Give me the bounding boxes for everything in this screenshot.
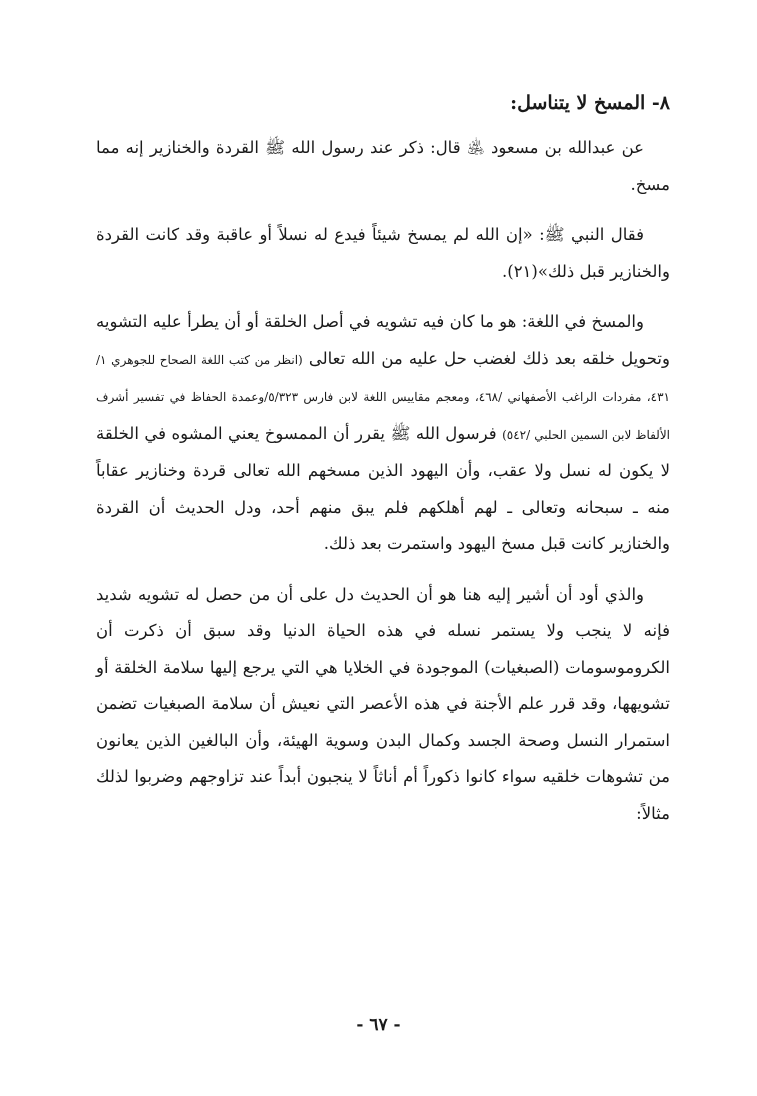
- definition-text: والمسخ في اللغة: هو ما كان فيه تشويه في أصل الخلقة أو أن يطرأ عليه التشويه وتحويل خلقه بعد ذلك لغضب حل عليه من الله تعالى: [96, 312, 670, 368]
- paragraph-hadith-text: فقال النبي ﷺ: «إن الله لم يمسخ شيئاً فيدع له نسلاً أو عاقبة وقد كانت القردة والخنازير قبل ذلك»(٢١).: [96, 225, 670, 281]
- paragraph-hadith-narration: عن عبدالله بن مسعود ﵁ قال: ذكر عند رسول الله ﷺ القردة والخنازير إنه مما مسخ.: [96, 138, 670, 194]
- paragraph-linguistic-definition: [96, 304, 670, 563]
- definition-continuation: فرسول الله ﷺ يقرر أن الممسوخ يعني المشوه في الخلقة لا يكون له نسل ولا عقب، وأن اليهود الذين مسخهم الله تعالى قردة وخنازير عقاباً منه ـ سبحانه وتعالى ـ لهم أهلكهم فلم يبق منهم أحد، ودل الحديث أن القردة والخنازير كانت قبل مسخ اليهود واستمرت بعد ذلك.: [96, 423, 670, 553]
- reference-note: (انظر من كتب اللغة الصحاح للجوهري ١/ ٤٣١، مفردات الراغب الأصفهاني /٤٦٨، ومعجم مقاييس اللغة لابن فارس ٥/٣٢٣/وعمدة الحفاظ في تفسير أشرف الألفاظ لابن السمين الحلبي /٥٤٢): [96, 352, 671, 442]
- paragraph-scientific-note: والذي أود أن أشير إليه هنا هو أن الحديث دل على أن من حصل له تشويه شديد فإنه لا ينجب ولا يستمر نسله في هذه الحياة الدنيا وقد سبق أن ذكرت أن الكروموسومات (الصبغيات) الموجودة في الخلايا هي التي يرجع إليها سلامة الخلقة أو تشويهها، وقد قرر علم الأجنة في هذه الأعصر التي نعيش أن سلامة الصبغيات تضمن استمرار النسل وصحة الجسد وكمال البدن وسوية الهيئة، وأن البالغين الذين يعانون من تشوهات خلقيه سواء كانوا ذكوراً أم أناثاً لا ينجبون أبداً عند تزاوجهم وضربوا لذلك مثالاً:: [96, 584, 670, 823]
- document-page: [96, 78, 670, 846]
- page-number: - ٦٧ -: [356, 1015, 401, 1035]
- section-heading: ٨- المسخ لا يتناسل:: [510, 92, 670, 114]
